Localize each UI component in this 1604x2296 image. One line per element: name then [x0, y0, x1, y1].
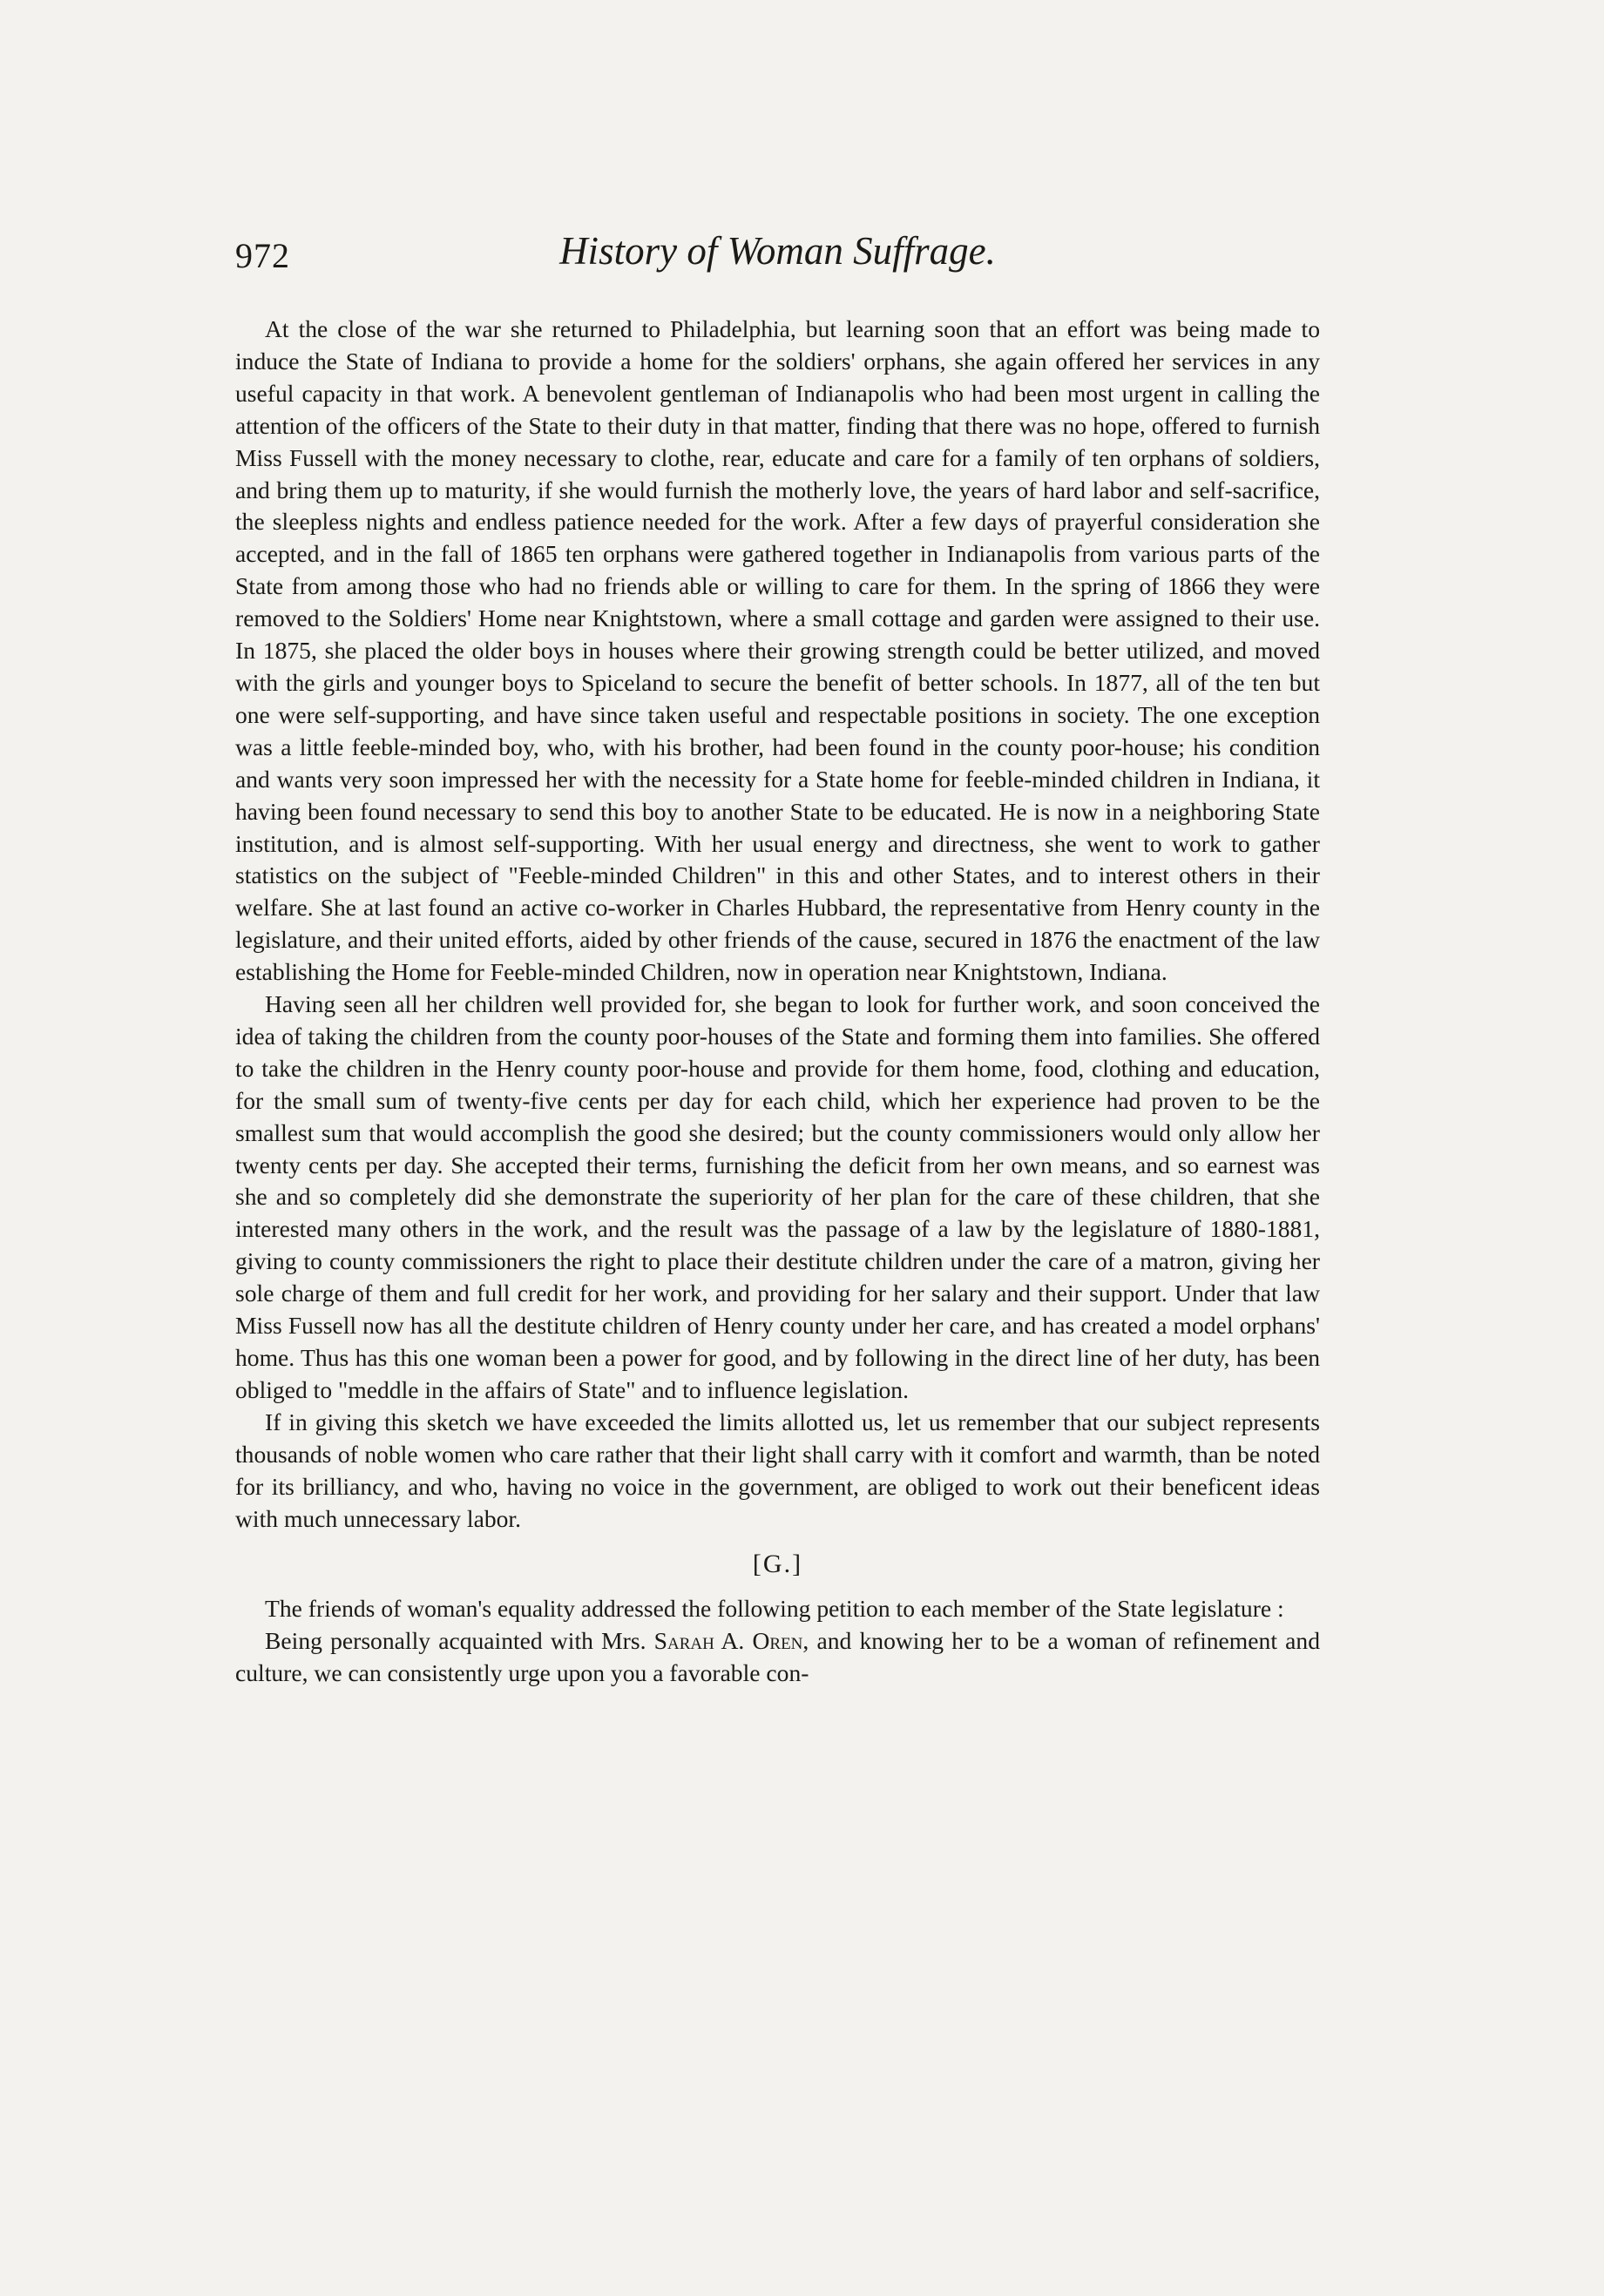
page-number: 972: [235, 236, 290, 275]
paragraph-petition-intro: The friends of woman's equality addressed the following petition to each member of the State legislature :: [265, 1595, 1284, 1623]
paragraph-sketch-conclusion: If in giving this sketch we have exceeded the limits allotted us, let us remember that our subject represents thousands of noble women who care rather that their light shall carry with it comfort and warmth, than be noted for its brilliancy, and who, having no voice in the government, are obliged to work out their beneficent ideas with much unnecessary labor.: [235, 1408, 1320, 1532]
paragraph-fussell-orphans: At the close of the war she returned to Philadelphia, but learning soon that an effort was being made to induce the State of Indiana to provide a home for the soldiers' orphans, she again offered her services in any useful capacity in that work. A benevolent gentleman of Indianapolis who had been most urgent in calling the attention of the officers of the State to their duty in that matter, finding that there was no hope, offered to furnish Miss Fussell with the money necessary to clothe, rear, educate and care for a family of ten orphans of soldiers, and bring them up to maturity, if she would furnish the motherly love, the years of hard labor and self-sacrifice, the sleepless nights and endless patience needed for the work. After a few days of prayerful consideration she accepted, and in the fall of 1865 ten orphans were gathered together in Indianapolis from various parts of the State from among those who had no friends able or willing to care for them. In the spring of 1866 they were removed to the Soldiers' Home near Knightstown, where a small cottage and garden were assigned to their use. In 1875, she placed the older boys in houses where their growing strength could be better utilized, and moved with the girls and younger boys to Spiceland to secure the benefit of better schools. In 1877, all of the ten but one were self-supporting, and have since taken useful and respectable positions in society. The one exception was a little feeble-minded boy, who, with his brother, had been found in the county poor-house; his condition and wants very soon impressed her with the necessity for a State home for feeble-minded children in Indiana, it having been found necessary to send this boy to another State to be educated. He is now in a neighboring State institution, and is almost self-supporting. With her usual energy and directness, she went to work to gather statistics on the subject of "Feeble-minded Children" in this and other States, and to interest others in their welfare. She at last found an active co-worker in Charles Hubbard, the representative from Henry county in the legislature, and their united efforts, aided by other friends of the cause, secured in 1876 the enactment of the law establishing the Home for Feeble-minded Children, now in operation near Knightstown, Indiana.: [235, 315, 1320, 986]
petitioned-person-name: Sarah A. Oren: [653, 1627, 803, 1655]
petition-text-end: , and knowing her to be a woman of refinement and culture, we can consistently urge upon you a favorable con-: [235, 1627, 1320, 1687]
paragraph-poor-house-children: Having seen all her children well provided for, she began to look for further work, and soon conceived the idea of taking the children from the county poor-houses of the State and forming them into families. She offered to take the children in the Henry county poor-house and provide for them home, food, clothing and education, for the small sum of twenty-five cents per day for each child, which her experience had proven to be the smallest sum that would accomplish the good she desired; but the county commissioners would only allow her twenty cents per day. She accepted their terms, furnishing the deficit from her own means, and so earnest was she and so completely did she demonstrate the superiority of her plan for the care of these children, that she interested many others in the work, and the result was the passage of a law by the legislature of 1880-1881, giving to county commissioners the right to place their destitute children under the care of a matron, giving her sole charge of them and full credit for her work, and providing for her salary and their support. Under that law Miss Fussell now has all the destitute children of Henry county under her care, and has created a model orphans' home. Thus has this one woman been a power for good, and by following in the direct line of her duty, has been obliged to "meddle in the affairs of State" and to influence legislation.: [235, 990, 1320, 1403]
page-header: [235, 228, 1320, 289]
running-title: History of Woman Suffrage.: [559, 229, 996, 273]
section-heading: [G.]: [752, 1550, 803, 1579]
book-page: [235, 228, 1320, 1690]
petition-text-start: Being personally acquainted with Mrs.: [265, 1627, 654, 1655]
paragraph-petition-text: [235, 1625, 1320, 1690]
body-text: [235, 314, 1320, 1690]
